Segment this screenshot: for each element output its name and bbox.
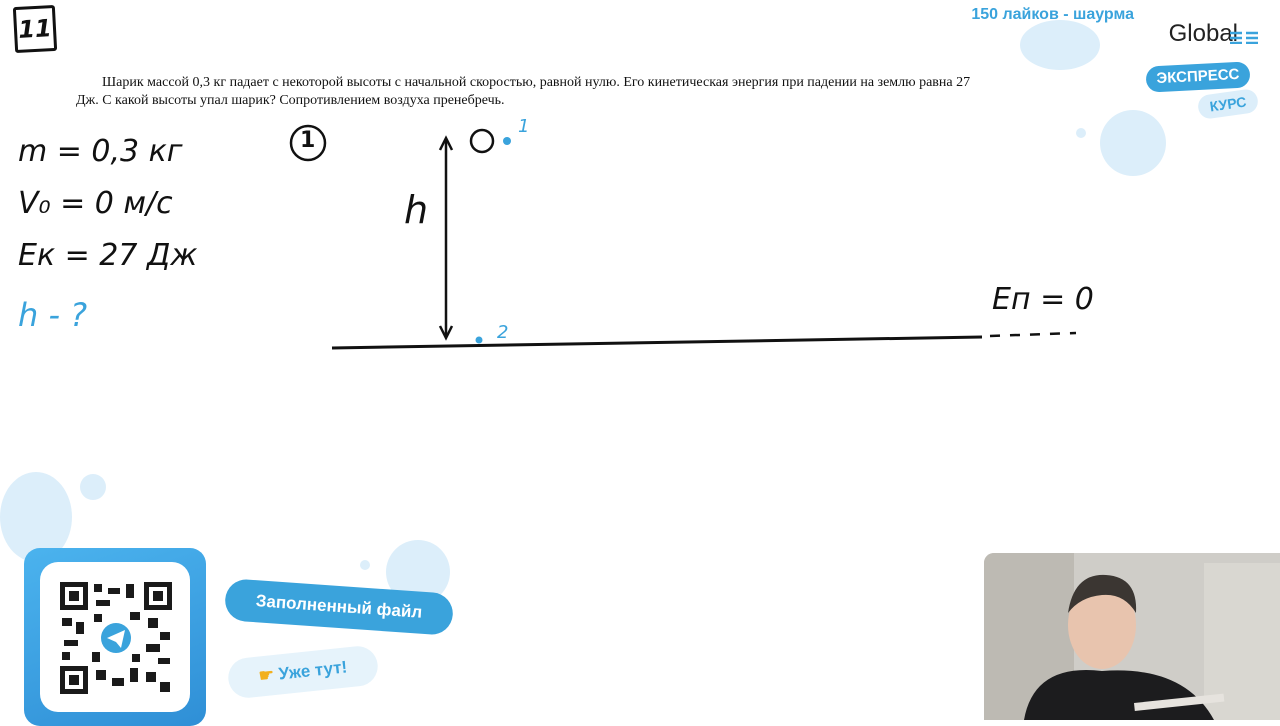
- given-mass: m = 0,3 кг: [18, 134, 183, 169]
- point-bottom-label: 2: [497, 322, 509, 343]
- problem-number: 11: [17, 14, 53, 44]
- point-top-dot: [503, 137, 511, 145]
- step-label: 1: [300, 128, 316, 153]
- presenter-figure: [984, 553, 1280, 720]
- ground-line: [332, 337, 982, 348]
- promo-text: 150 лайков - шаурма: [971, 6, 1134, 23]
- point-bottom-dot: [476, 337, 483, 344]
- ground-dashed: [990, 333, 1076, 336]
- given-unknown: h - ?: [18, 296, 88, 334]
- express-badge: ЭКСПРЕСС: [1145, 61, 1250, 92]
- course-badge: КУРС: [1197, 88, 1260, 120]
- problem-text: Шарик массой 0,3 кг падает с некоторой высоты с начальной скоростью, равной нулю. Его кинетическая энергия при падении на землю равна 27 Дж. С какой высоты упал шарик? Сопротивлением воздуха пренебречь.: [76, 75, 971, 108]
- brand-logo-icon: [1230, 30, 1260, 44]
- pointing-hand-icon: ☛: [257, 665, 275, 686]
- potential-label: Eп = 0: [992, 282, 1094, 317]
- given-velocity: V₀ = 0 м/с: [18, 186, 173, 221]
- height-label: h: [404, 188, 429, 232]
- given-energy: Eк = 27 Дж: [18, 238, 198, 273]
- brand-name: Global: [1168, 20, 1238, 47]
- qr-card[interactable]: [24, 548, 206, 726]
- webcam-video: [984, 553, 1280, 720]
- filled-file-button[interactable]: Заполненный файл: [224, 578, 454, 636]
- already-here-label: Уже тут!: [277, 657, 349, 684]
- ball: [471, 130, 493, 152]
- qr-code-icon: [60, 582, 172, 694]
- point-top-label: 1: [518, 116, 530, 137]
